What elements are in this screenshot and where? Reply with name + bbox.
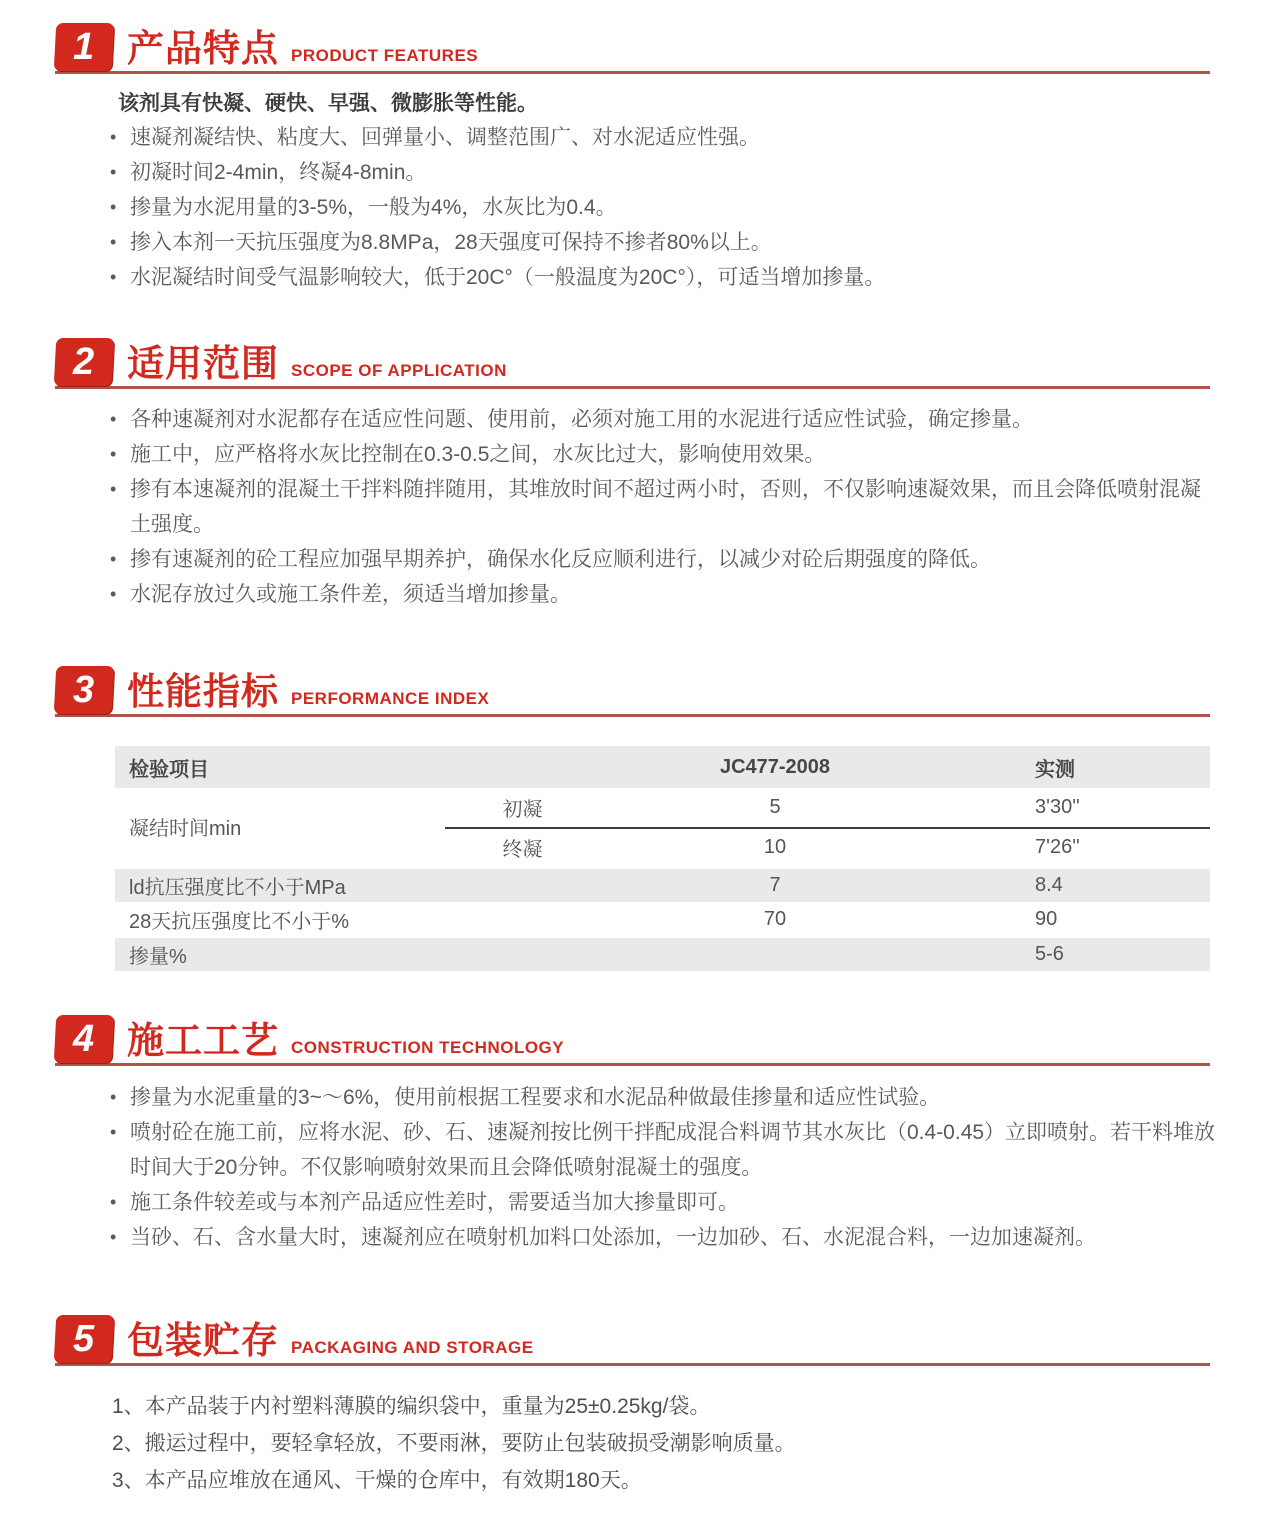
scope-list <box>108 402 1218 612</box>
section-rule <box>55 714 1210 717</box>
table-row-initial-setting <box>115 788 1210 828</box>
cell-measured: 8.4 <box>1035 873 1063 896</box>
section-title: 施工工艺 <box>127 1020 279 1061</box>
cell-item: 28天抗压强度比不小于% <box>129 911 350 933</box>
list-item: • 初凝时间2-4min，终凝4-8min。 <box>108 155 1218 190</box>
cell-sublabel: 终凝 <box>502 838 543 861</box>
section-title: 性能指标 <box>127 671 279 712</box>
performance-index-table <box>115 746 1210 974</box>
list-item: • 掺有速凝剂的砼工程应加强早期养护，确保水化反应顺利进行，以减少对砼后期强度的降低。 <box>108 542 1218 577</box>
section-number: 4 <box>73 1018 95 1060</box>
list-item: • 当砂、石、含水量大时，速凝剂应在喷射机加料口处添加，一边加砂、石、水泥混合料，一边加速凝剂。 <box>108 1220 1218 1255</box>
cell-standard: 5 <box>600 788 950 828</box>
table-row-dosage <box>115 936 1210 972</box>
section-number: 1 <box>73 26 95 68</box>
construction-list <box>108 1080 1218 1255</box>
section-subtitle: PACKAGING AND STORAGE <box>291 1338 534 1357</box>
features-intro: 该剂具有快凝、硬快、早强、微膨胀等性能。 <box>118 92 538 115</box>
section-title-group <box>127 1015 564 1063</box>
cell-standard: 70 <box>763 908 787 930</box>
list-item: • 喷射砼在施工前，应将水泥、砂、石、速凝剂按比例干拌配成混合料调节其水灰比（0.4-0.45）立即喷射。若干料堆放时间大于20分钟。不仅影响喷射效果而且会降低喷射混凝土的强度。 <box>108 1115 1218 1185</box>
section-number: 5 <box>73 1318 95 1360</box>
section-number-badge <box>54 1015 115 1063</box>
cell-sublabel: 初凝 <box>445 788 600 828</box>
section-number-badge <box>54 666 115 714</box>
section-subtitle: PERFORMANCE INDEX <box>291 689 490 708</box>
cell-standard: 10 <box>763 835 787 858</box>
section-header-packaging <box>55 1315 1210 1366</box>
col-header-item: 检验项目 <box>129 758 209 781</box>
section-rule <box>55 71 1210 74</box>
list-item: 3、本产品应堆放在通风、干燥的仓库中，有效期180天。 <box>112 1469 642 1492</box>
list-item: • 掺量为水泥重量的3~～6%，使用前根据工程要求和水泥品种做最佳掺量和适应性试验。 <box>108 1080 1218 1115</box>
section-title-group <box>127 23 478 71</box>
section-subtitle: PRODUCT FEATURES <box>291 46 479 65</box>
cell-item: 掺量% <box>129 945 187 968</box>
list-item: • 速凝剂凝结快、粘度大、回弹量小、调整范围广、对水泥适应性强。 <box>108 120 1218 155</box>
col-header-standard: JC477-2008 <box>719 755 831 778</box>
list-item: • 施工条件较差或与本剂产品适应性差时，需要适当加大掺量即可。 <box>108 1185 1218 1220</box>
section-header-construction <box>55 1015 1210 1066</box>
cell-measured: 5-6 <box>1035 942 1064 965</box>
section-number-badge <box>54 338 115 386</box>
list-item: • 掺入本剂一天抗压强度为8.8MPa，28天强度可保持不掺者80%以上。 <box>108 225 1218 260</box>
list-item: 1、本产品装于内衬塑料薄膜的编织袋中，重量为25±0.25kg/袋。 <box>112 1395 711 1418</box>
list-item: • 水泥存放过久或施工条件差，须适当增加掺量。 <box>108 577 1218 612</box>
list-item: • 掺量为水泥用量的3-5%，一般为4%，水灰比为0.4。 <box>108 190 1218 225</box>
cell-standard <box>600 936 950 972</box>
section-title: 产品特点 <box>127 28 279 69</box>
cell-measured: 7'26'' <box>1035 835 1080 858</box>
section-number: 2 <box>73 341 95 383</box>
section-number: 3 <box>73 669 95 711</box>
section-title-group <box>127 1315 534 1363</box>
section-subtitle: CONSTRUCTION TECHNOLOGY <box>291 1038 565 1057</box>
list-item: 2、搬运过程中，要轻拿轻放，不要雨淋，要防止包装破损受潮影响质量。 <box>112 1432 796 1455</box>
section-title-group <box>127 666 489 714</box>
table-row-1d-strength <box>115 867 1210 903</box>
section-title: 适用范围 <box>127 343 279 384</box>
list-item: • 水泥凝结时间受气温影响较大，低于20C°（一般温度为20C°），可适当增加掺量。 <box>108 260 1218 295</box>
list-item: • 掺有本速凝剂的混凝土干拌料随拌随用，其堆放时间不超过两小时，否则，不仅影响速凝效果，而且会降低喷射混凝土强度。 <box>108 472 1218 542</box>
table-row-28d-strength <box>115 903 1210 936</box>
cell-measured: 90 <box>1035 908 1058 930</box>
section-title-group <box>127 338 507 386</box>
cell-item: 凝结时间min <box>129 818 242 841</box>
section-header-performance <box>55 666 1210 717</box>
section-number-badge <box>54 1315 115 1363</box>
section-subtitle: SCOPE OF APPLICATION <box>291 361 507 380</box>
section-header-scope <box>55 338 1210 389</box>
section-rule <box>55 1363 1210 1366</box>
packaging-list <box>112 1388 1212 1499</box>
features-list <box>108 120 1218 295</box>
list-item: • 各种速凝剂对水泥都存在适应性问题、使用前，必须对施工用的水泥进行适应性试验，确定掺量。 <box>108 402 1218 437</box>
col-header-measured: 实测 <box>1035 758 1075 781</box>
section-number-badge <box>54 23 115 71</box>
list-item: • 施工中，应严格将水灰比控制在0.3-0.5之间，水灰比过大，影响使用效果。 <box>108 437 1218 472</box>
cell-item: ld抗压强度比不小于MPa <box>129 876 346 899</box>
cell-standard: 7 <box>769 873 781 896</box>
section-header-product-features <box>55 23 1210 74</box>
section-rule <box>55 386 1210 389</box>
cell-measured: 3'30'' <box>950 788 1210 828</box>
section-rule <box>55 1063 1210 1066</box>
section-title: 包装贮存 <box>127 1320 279 1361</box>
table-header-row <box>115 746 1210 788</box>
